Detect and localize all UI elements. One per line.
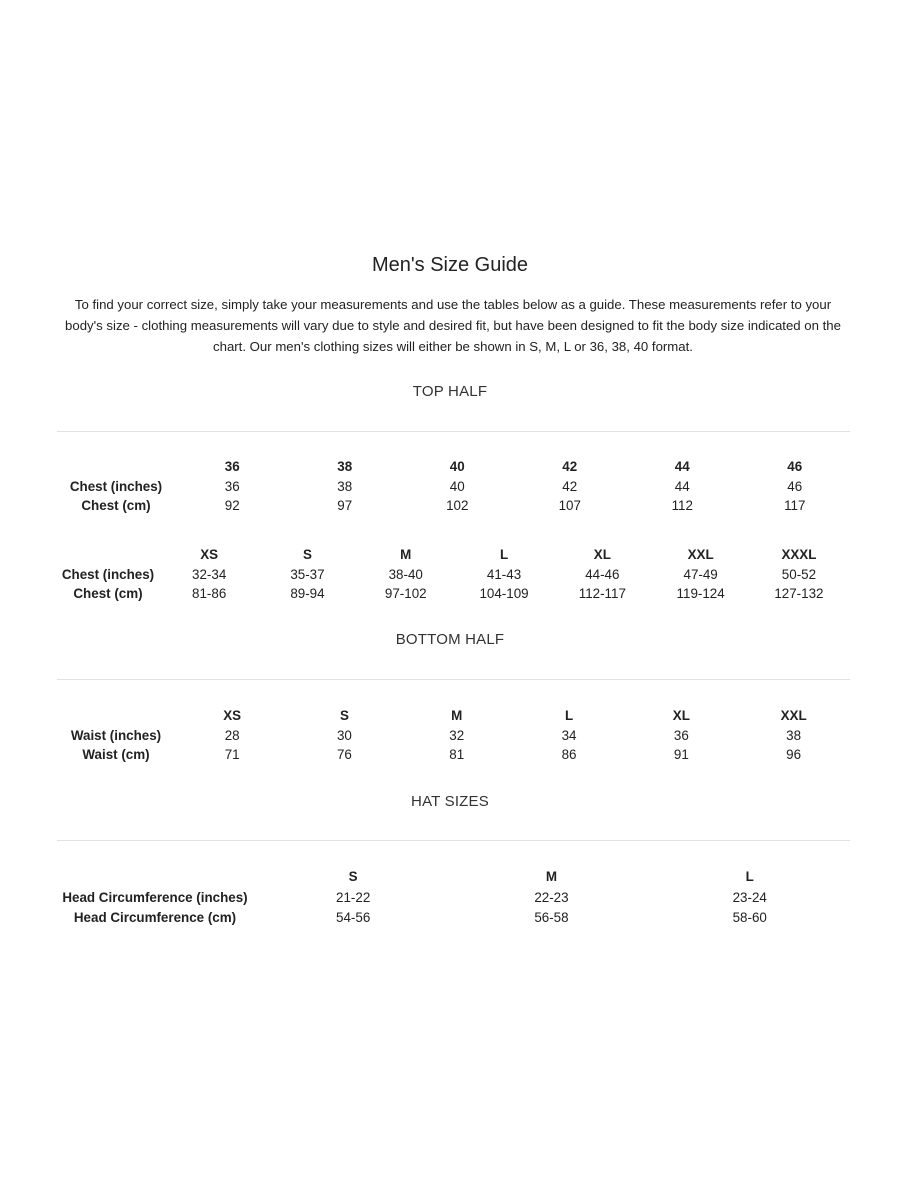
column-header: 44 [674, 459, 690, 474]
column-header: S [348, 869, 358, 884]
table-cell: 107 [558, 498, 581, 513]
table-cell: 92 [224, 498, 240, 513]
intro-paragraph: To find your correct size, simply take your measurements and use the tables below as a guide. These measurements refer to your body's size - clothing measurements will vary due to style and desired fit, but have been designed to fit the body size indicated on the chart. Our men's clothing sizes will either be shown in S, M, L or 36, 38, 40 format. [65, 297, 841, 354]
row-label: Waist (cm) [82, 747, 150, 762]
column-header: L [564, 708, 574, 723]
column-header: 36 [224, 459, 240, 474]
table-cell: 81-86 [192, 586, 227, 601]
table-cell: 36 [224, 478, 240, 494]
table-cell: 44 [674, 478, 690, 494]
column-header: 40 [449, 459, 465, 474]
table-cell: 119-124 [676, 586, 725, 601]
divider [57, 679, 850, 680]
table-corner [56, 545, 160, 565]
table-cell: 44-46 [585, 566, 620, 582]
table-cell: 41-43 [486, 566, 522, 582]
section-heading-hat-sizes: HAT SIZES [411, 793, 489, 810]
table-cell: 40 [449, 478, 465, 494]
column-header: M [451, 708, 463, 723]
table-cell: 81 [449, 747, 465, 762]
divider [57, 431, 850, 432]
column-header: 42 [562, 459, 578, 474]
table-cell: 35-37 [290, 566, 325, 582]
table-cell: 32 [449, 727, 465, 743]
row-label: Chest (cm) [81, 498, 151, 513]
table-cell: 91 [673, 747, 689, 762]
table-cell: 76 [336, 747, 352, 762]
table-cell: 46 [787, 478, 803, 494]
column-header: 38 [337, 459, 353, 474]
table-cell: 71 [224, 747, 240, 762]
section-heading-bottom-half: BOTTOM HALF [395, 631, 505, 648]
table-cell: 89-94 [290, 586, 325, 601]
column-header: XXL [687, 547, 714, 562]
column-header: L [745, 869, 754, 884]
column-header: XXL [780, 708, 807, 723]
column-header: M [545, 869, 558, 884]
row-label: Waist (inches) [70, 727, 162, 743]
table-cell: 104-109 [479, 586, 529, 601]
row-label: Chest (cm) [73, 586, 143, 601]
table-corner [56, 867, 254, 887]
column-header: M [400, 547, 412, 562]
divider [57, 840, 850, 841]
column-header: XS [223, 708, 242, 723]
table-cell: 97 [337, 498, 353, 513]
hat-sizes-table [56, 867, 849, 928]
column-header: XL [593, 547, 611, 562]
column-header: XXXL [781, 547, 817, 562]
row-label: Head Circumference (inches) [62, 889, 248, 905]
table-cell: 36 [673, 727, 689, 743]
table-cell: 28 [224, 727, 240, 743]
table-cell: 102 [446, 498, 469, 513]
table-cell: 32-34 [192, 566, 227, 582]
table-cell: 42 [562, 478, 578, 494]
table-cell: 38 [337, 478, 353, 494]
table-cell: 112 [671, 498, 693, 513]
table-cell: 30 [336, 727, 352, 743]
table-cell: 54-56 [336, 910, 371, 925]
table-cell: 112-117 [578, 586, 626, 601]
column-header: L [499, 547, 509, 562]
table-cell: 86 [561, 747, 577, 762]
table-cell: 117 [784, 498, 806, 513]
column-header: XS [200, 547, 219, 562]
bottom-half-table [56, 706, 850, 765]
table-cell: 127-132 [774, 586, 824, 601]
column-header: 46 [787, 459, 803, 474]
table-cell: 50-52 [781, 566, 817, 582]
column-header: S [339, 708, 349, 723]
row-label: Head Circumference (cm) [73, 910, 237, 925]
table-corner [56, 706, 176, 726]
top-half-letter-table [56, 545, 848, 604]
top-half-numeric-table [56, 457, 851, 516]
column-header: XL [672, 708, 690, 723]
column-header: S [302, 547, 312, 562]
table-cell: 47-49 [683, 566, 718, 582]
table-cell: 23-24 [732, 889, 767, 905]
table-cell: 97-102 [384, 586, 427, 601]
table-cell: 21-22 [336, 889, 371, 905]
table-cell: 22-23 [534, 889, 569, 905]
row-label: Chest (inches) [69, 478, 163, 494]
table-cell: 38-40 [388, 566, 423, 582]
row-label: Chest (inches) [61, 566, 155, 582]
table-cell: 38 [786, 727, 802, 743]
section-heading-top-half: TOP HALF [412, 383, 488, 400]
table-cell: 34 [561, 727, 577, 743]
page-title: Men's Size Guide [371, 254, 529, 276]
table-corner [56, 457, 176, 477]
table-cell: 96 [786, 747, 802, 762]
table-cell: 56-58 [534, 910, 569, 925]
table-cell: 58-60 [732, 910, 767, 925]
